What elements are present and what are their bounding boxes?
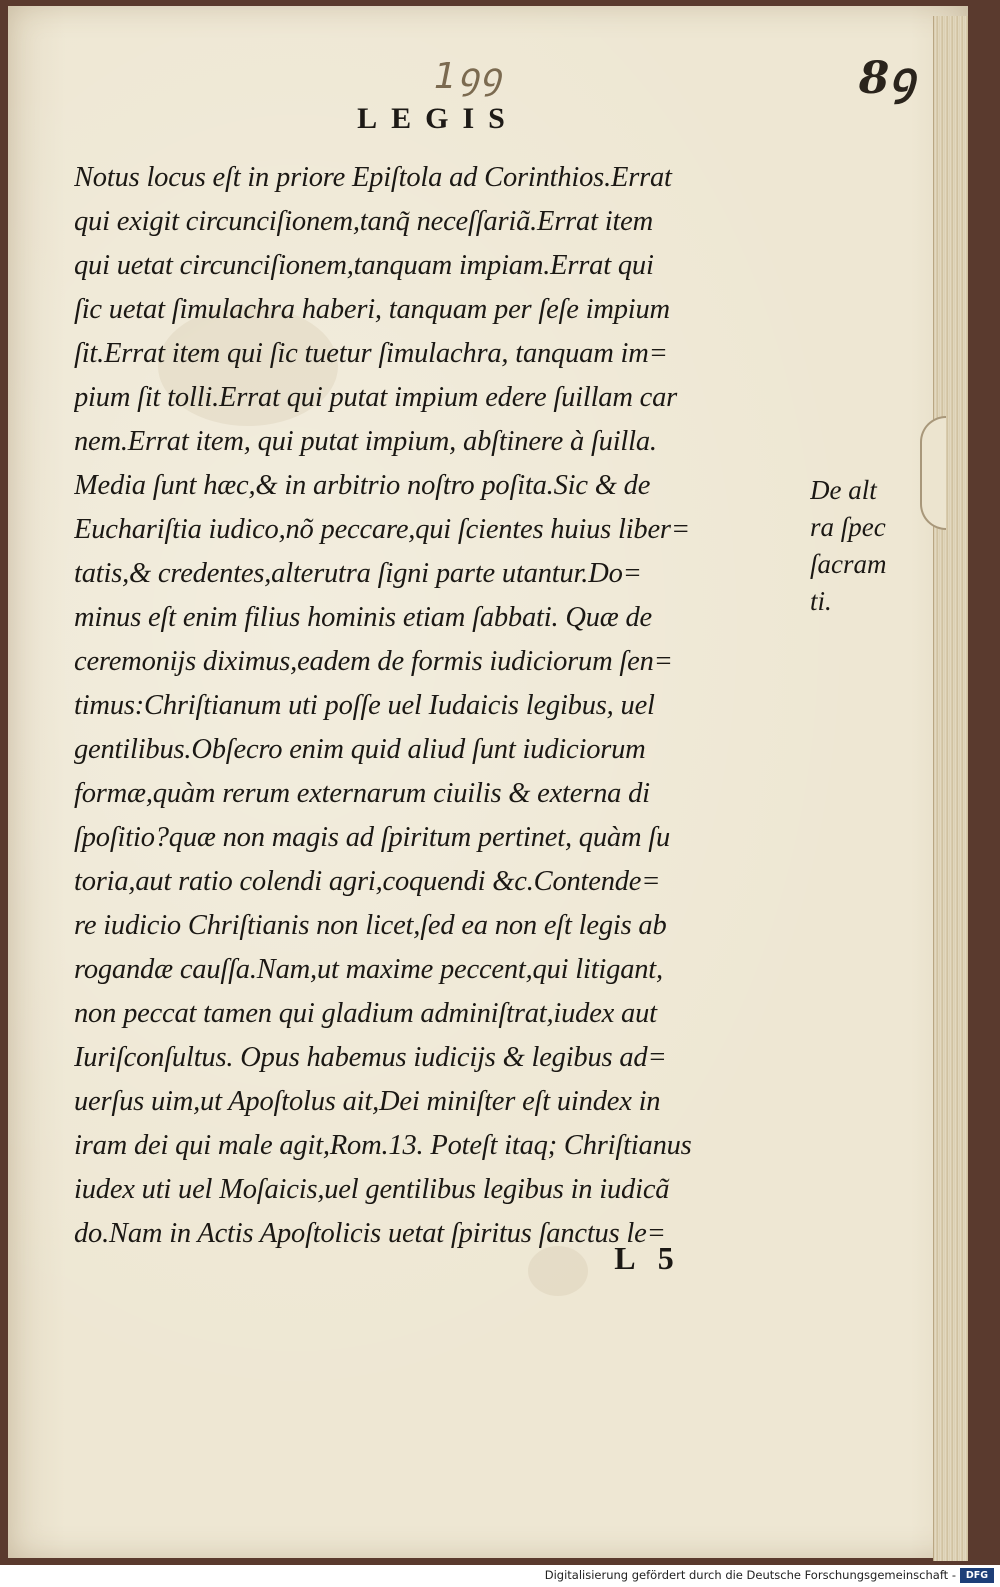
page-edges bbox=[933, 16, 968, 1561]
text-line: ſic uetat ſimulachra haberi, tanquam per ſeſe impium bbox=[74, 294, 670, 325]
text-line: minus eſt enim filius hominis etiam ſabbati. Quæ de bbox=[74, 602, 652, 633]
text-line: re iudicio Chriſtianis non licet,ſed ea non eſt legis ab bbox=[74, 910, 667, 941]
marginal-note bbox=[810, 472, 910, 620]
book-page bbox=[8, 6, 968, 1558]
text-line: uerſus uim,ut Apoſtolus ait,Dei miniſter eſt uindex in bbox=[74, 1086, 661, 1117]
text-line: Euchariſtia iudico,nõ peccare,qui ſcientes huius liber= bbox=[74, 514, 690, 545]
pencil-folio-number: 8ꝯ bbox=[858, 53, 916, 104]
page-fold-tab bbox=[920, 416, 946, 530]
text-line: non peccat tamen qui gladium adminiſtrat,iudex aut bbox=[74, 998, 657, 1029]
text-line: Media ſunt hæc,& in arbitrio noſtro poſita.Sic & de bbox=[74, 470, 651, 501]
text-line: ſit.Errat item qui ſic tuetur ſimulachra, tanquam im= bbox=[74, 338, 668, 369]
text-line: ſpoſitio?quæ non magis ad ſpiritum pertinet, quàm ſu bbox=[74, 822, 671, 853]
main-text-block bbox=[74, 156, 804, 1256]
text-line: tatis,& credentes,alterutra ſigni parte utantur.Do= bbox=[74, 558, 642, 589]
text-line: ceremonijs diximus,eadem de formis iudiciorum ſen= bbox=[74, 646, 673, 677]
text-line: pium ſit tolli.Errat qui putat impium edere ſuillam car bbox=[74, 382, 678, 413]
text-line: qui uetat circunciſionem,tanquam impiam.Errat qui bbox=[74, 250, 654, 281]
text-line: do.Nam in Actis Apoſtolicis uetat ſpiritus ſanctus le= bbox=[74, 1218, 666, 1249]
text-line: qui exigit circunciſionem,tanq̃ neceſſariã.Errat item bbox=[74, 206, 653, 237]
text-line: gentilibus.Obſecro enim quid aliud ſunt iudiciorum bbox=[74, 734, 646, 765]
marginal-note-line: ti. bbox=[810, 586, 832, 616]
text-line: toria,aut ratio colendi agri,coquendi &c.Contende= bbox=[74, 866, 661, 897]
marginal-note-line: ſacram bbox=[810, 549, 887, 579]
handwritten-folio-number: 1ꝯꝯ bbox=[433, 56, 503, 97]
text-line: Iuriſconſultus. Opus habemus iudicijs & legibus ad= bbox=[74, 1042, 667, 1073]
text-line: formæ,quàm rerum externarum ciuilis & externa di bbox=[74, 778, 650, 809]
text-line: rogandæ cauſſa.Nam,ut maxime peccent,qui litigant, bbox=[74, 954, 663, 985]
funding-credit: Digitalisierung gefördert durch die Deutsche Forschungsgemeinschaft - bbox=[544, 1568, 956, 1582]
text-line: timus:Chriſtianum uti poſſe uel Iudaicis legibus, uel bbox=[74, 690, 655, 721]
signature-mark: L 5 bbox=[614, 1240, 682, 1276]
dfg-logo-icon: DFG bbox=[960, 1568, 994, 1583]
text-line: nem.Errat item, qui putat impium, abſtinere à ſuilla. bbox=[74, 426, 657, 457]
text-line: iudex uti uel Moſaicis,uel gentilibus legibus in iudicã bbox=[74, 1174, 670, 1205]
marginal-note-line: De alt bbox=[810, 475, 877, 505]
text-line: iram dei qui male agit,Rom.13. Poteſt itaq; Chriſtianus bbox=[74, 1130, 692, 1161]
running-head: LEGIS bbox=[357, 102, 519, 135]
marginal-note-line: ra ſpec bbox=[810, 512, 886, 542]
text-line: Notus locus eſt in priore Epiſtola ad Corinthios.Errat bbox=[74, 162, 672, 193]
footer-bar bbox=[0, 1565, 1000, 1587]
